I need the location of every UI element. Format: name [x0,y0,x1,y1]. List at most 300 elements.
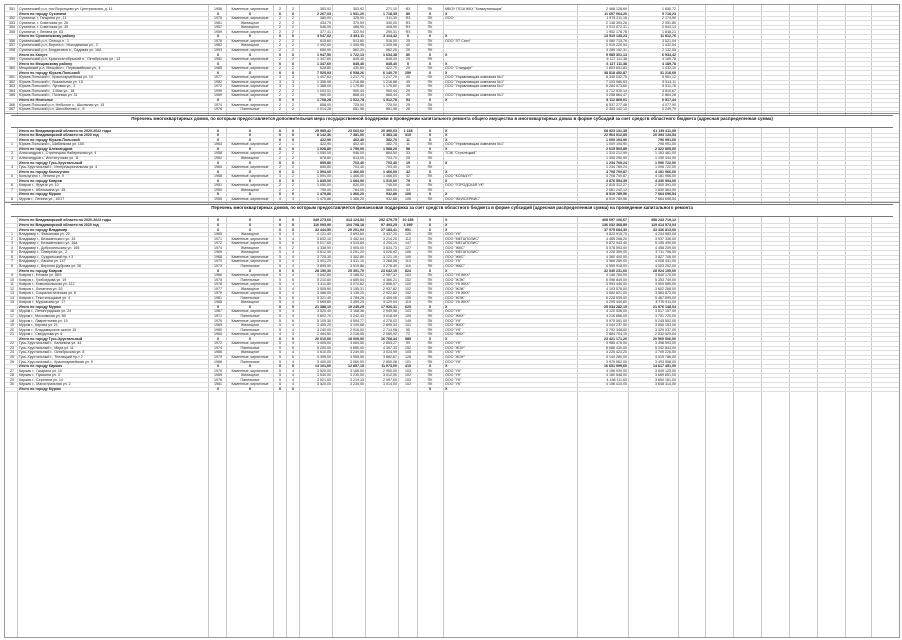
cell-mgmt: ООО "УК" [445,309,462,314]
cell-n: 361 [9,75,15,80]
cell-sum: 1 009 194,90 [606,142,627,147]
cell-reg: ПК [427,250,433,255]
cell-org: 110 [405,300,411,305]
cell-area: 650,90 [320,47,331,52]
cell-wall: Жилищное [240,187,260,192]
cell-org: 410 [405,364,411,369]
cell-area2: 303,92 [353,7,364,11]
cell-area2: 3 109,68 [350,323,364,328]
cell-cost: 2 500 391,00 [655,183,676,188]
cell-area: 32 444,50 [315,227,331,232]
cell-ent: X [291,386,295,391]
cell-res: 422,70 [386,66,397,71]
cell-ent: 6 [292,277,294,282]
cell-area2: 29 201,04 [348,227,364,232]
cell-mgmt: ООО "ЖКС" [445,263,465,268]
cell-addr: Сухиничский р-н, Ворота п., Молодежная ул., 3 [19,43,98,48]
cell-area2: 23 663,62 [348,128,364,133]
cell-reg: X [428,61,432,66]
cell-cost: 1 432,54 [662,43,676,48]
cell-addr: Ковров г., Комсомольская ул. 112 [19,282,75,287]
cell-n: 358 [9,47,15,52]
cell-ent: 4 [292,359,294,364]
cell-fl: 5 [279,295,281,300]
cell-addr: Владимир г., Северная ул., 2 [19,250,68,255]
cell-cost: 1 159 344,00 [655,155,676,160]
cell-year: 1974 [214,345,222,350]
cell-org: 106 [405,250,411,255]
cell-org: 45 [406,79,410,84]
cell-reg: ПК [427,354,433,359]
cell-res: 1 305,96 [383,43,397,48]
cell-wall: Жилищное [240,245,260,250]
cell-addr: Муром г., Ленинградская ул. 24 [19,309,72,314]
cell-area2: 3 249,00 [350,350,364,355]
cell-fl: 5 [279,291,281,296]
cell-addr: Мещовский р-н, Мещовск г., Первомайская ул., 4 [19,66,101,71]
cell-cost: 3 711 796,00 [655,250,676,255]
cell-fl: 2 [279,20,281,25]
cell-res: 17 926,31 [381,304,397,309]
cell-mgmt: ООО "УК" [445,232,462,237]
cell-sum: 136 032 368,89 [602,223,627,227]
cell-res: 562,20 [386,47,397,52]
cell-addr: Гусь-Хрустальный г., Мира ул. 11 [19,345,74,350]
cell-area: 615,60 [320,38,331,43]
cell-org: 100 [405,282,411,287]
cell-ent: 3 [292,332,294,337]
cell-reg: ПК [427,38,433,43]
cell-res: 11 973,00 [381,364,397,369]
cell-wall: Каменные, кирпичные [231,16,269,21]
cell-wall: Жилищное [240,155,260,160]
cell-reg: ПК [427,373,433,378]
cell-res: 745,00 [386,183,397,188]
cell-reg: ПК [427,232,433,237]
cell-fl: 5 [279,318,281,323]
cell-ent: 1 [292,142,294,147]
cell-year: X [216,364,220,369]
cell-reg: ПК [427,241,433,246]
subtotal-row [5,387,899,392]
cell-ent: 2 [292,66,294,71]
cell-year: 1957 [214,25,222,30]
cell-fl: 2 [279,25,281,30]
cell-ent: 2 [292,102,294,107]
cell-area2: 1 217,70 [350,75,364,80]
cell-wall: Каменные, кирпичные [231,291,269,296]
cell-year: 1970 [214,259,222,264]
cell-area2: 764,00 [353,187,364,192]
cell-area: 1 492,60 [317,43,331,48]
cell-area2: 314 124,54 [346,218,364,223]
cell-ent: X [291,169,295,174]
cell-area: 1 043,01 [317,88,331,93]
cell-res: 311,30 [386,16,397,21]
cell-wall: X [248,386,252,391]
cell-cost: 2 174,90 [662,16,676,21]
cell-addr: Итого по Владимирской области по 2020-2022 годы [19,128,112,133]
cell-org: X [406,61,410,66]
cell-area2: 3 955,50 [350,354,364,359]
cell-addr: Владимир г., Безыменского ул. 16а [19,241,78,246]
cell-addr: Юрьев-Польский г., 1-Мая ул., 18 [19,88,75,93]
cell-fl: 9 [279,245,281,250]
cell-fl: X [278,146,282,151]
cell-fl: 2 [279,88,281,93]
cell-fl: X [278,169,282,174]
cell-area2: 25 391,70 [348,268,364,273]
cell-area: 3 612,50 [317,250,331,255]
cell-cost: 6 517,44 [662,98,676,102]
cell-year: 1965 [214,232,222,237]
cell-reg: ПК [427,295,433,300]
cell-year: 1968 [214,174,222,179]
cell-cost: 5 155 490,00 [655,241,676,246]
cell-year: 1972 [214,341,222,346]
cell-addr: Итого по городу Александров [19,146,73,151]
cell-wall: X [248,364,252,369]
cell-year: 1958 [214,7,222,11]
cell-fl: 5 [279,373,281,378]
cell-wall: Каменные, кирпичные [231,196,269,201]
cell-cost: 2 532 529,04 [655,332,676,337]
cell-org: 951 [405,227,411,232]
cell-year: 1970 [214,368,222,373]
cell-fl: X [278,160,282,165]
cell-n: 11 [10,282,14,287]
cell-n: 354 [9,25,15,30]
cell-reg: ПК [427,29,433,34]
cell-sum: 5 078 593,00 [606,245,627,250]
cell-cost: 3 770 911,00 [655,300,676,305]
cell-area: 3 542,80 [317,273,331,278]
cell-addr: Владимир г., Верхняя Дуброва ул. 36 [19,263,82,268]
cell-year: X [216,304,220,309]
cell-area: 1 947,50 [317,52,331,57]
cell-mgmt: ООО "ЖЭУ" [445,354,466,359]
cell-area: 3 455,20 [317,323,331,328]
cell-ent: 2 [292,47,294,52]
cell-wall: Каменные, кирпичные [231,259,269,264]
cell-ent: 3 [292,79,294,84]
cell-org: 29 [406,93,410,98]
cell-mgmt: ООО "Стандарт" [445,66,473,71]
cell-mgmt: ООО "ЖКХ" [445,332,465,337]
cell-area2: 1 466,00 [350,169,364,174]
cell-sum: 3 993 446,00 [606,282,627,287]
cell-sum: 4 044 237,00 [606,323,627,328]
cell-cost: 3 521,04 [662,38,676,43]
cell-ent: X [291,178,295,183]
cell-area2: 3 168,00 [350,368,364,373]
cell-area2: 4 680,00 [350,345,364,350]
cell-ent: X [291,146,295,151]
cell-area: 3 520,00 [317,382,331,387]
cell-res: 2 069,92 [383,332,397,337]
cell-area2: 3 060,00 [350,359,364,364]
cell-fl: 5 [279,273,281,278]
cell-area2: 3 235,00 [350,382,364,387]
cell-addr: Итого по Владимирской области по 2020-2022 годы [19,218,112,223]
cell-addr: Юрьев-Польский г., Красноармейская ул. 14 [19,75,93,80]
cell-addr: Итого по Владимирской области на 2020 год [19,223,99,227]
cell-area2: 3 693,60 [350,232,364,237]
cell-ent: 2 [292,93,294,98]
cell-ent: 4 [292,259,294,264]
cell-year: 1955 [214,196,222,201]
cell-wall: Каменные, кирпичные [231,368,269,373]
cell-org: 19 [406,160,410,165]
cell-ent: 2 [292,165,294,170]
cell-mgmt: ООО "КОЛЬЧУГ" [445,174,473,179]
cell-addr: Итого по городу Гусь-Хрустальный [19,336,83,341]
cell-reg: ПК [427,359,433,364]
cell-org: 33 [406,187,410,192]
cell-reg: ПК [427,318,433,323]
cell-area: 28 150,30 [315,268,331,273]
cell-sum: 4 360 400,00 [606,254,627,259]
cell-reg: ПК [427,43,433,48]
cell-res: 1 179,80 [383,84,397,89]
cell-sum: 4 103 576,00 [606,286,627,291]
cell-year: 1967 [214,309,222,314]
cell-addr: Гусь-Хрустальный г., Октябрьская ул. 8 [19,350,85,355]
cell-ent: X [291,364,295,369]
cell-ent: 6 [292,354,294,359]
cell-reg: X [428,386,432,391]
cell-addr: Сухиничский р-н, пос Воронцово ул. Центральная, д. 11 [19,7,113,11]
cell-addr: Сухиничи, г. Гагарина ул., 11 [19,16,67,21]
cell-sum: 4 082 621,00 [606,291,627,296]
cell-sum: 3 985 476,00 [606,341,627,346]
cell-res: 884,50 [386,151,397,156]
cell-mgmt: ООО "УК ЖКХ" [445,291,471,296]
cell-sum: 1 952 178,76 [606,29,627,34]
cell-fl: X [278,336,282,341]
cell-addr: Ковров г., Лопатина ул. 53 [19,286,63,291]
cell-area2: 1 759,00 [350,146,364,151]
cell-ent: 6 [292,295,294,300]
cell-year: X [216,178,220,183]
cell-area: 3 400,00 [317,359,331,364]
cell-ent: 2 [292,38,294,43]
cell-reg: ПК [427,309,433,314]
cell-n: 17 [10,314,14,318]
cell-reg: ПК [427,236,433,241]
cell-area: 20 010,00 [315,336,331,341]
cell-mgmt: X [445,128,448,133]
cell-res: 2 895,34 [383,323,397,328]
cell-area: 3 047,02 [317,34,331,39]
cell-mgmt: МБОУ ПСШ ЖКХ "Коммунальщик" [445,7,503,11]
cell-sum: 7 103 980,63 [606,79,627,84]
cell-wall: Каменные, кирпичные [231,151,269,156]
cell-sum: 4 485 266,20 [606,236,627,241]
cell-cost: 3 650 161,00 [655,377,676,382]
cell-reg: ПК [427,183,433,188]
cell-area: 434,79 [320,20,331,25]
cell-mgmt: ООО "УК ЖКХ" [445,282,471,287]
cell-n: 3 [11,155,13,160]
cell-year: 1965 [214,373,222,378]
cell-mgmt: ООО "УК ЖКХ" [445,273,471,278]
cell-reg: ПК [427,66,433,71]
cell-n: 30 [10,382,14,387]
cell-addr: Муром г., Ленина ул., 15/17 [19,196,65,201]
cell-year: X [216,34,220,39]
cell-wall: Панельные [240,107,260,112]
cell-wall: Панельные [240,277,260,282]
cell-year: 1993 [214,47,222,52]
cell-cost: 3 649 125,00 [655,368,676,373]
cell-year: 1977 [214,286,222,291]
cell-n: 8 [11,263,13,268]
cell-org: Ф3 [405,16,411,21]
cell-res: 2 922,82 [383,291,397,296]
cell-cost: 7 664 696,54 [655,196,676,201]
cell-reg: ПК [427,84,433,89]
cell-addr: Юрьев-Польский г., Шибанкова ул. 100 [19,142,84,147]
cell-ent: 4 [292,273,294,278]
cell-mgmt: X [445,70,448,75]
cell-area2: 1 216,88 [350,79,364,84]
cell-area: 5 017,60 [317,241,331,246]
cell-reg: X [428,70,432,75]
cell-area2: 402,40 [353,142,364,147]
cell-mgmt: X [445,364,448,369]
cell-fl: 2 [279,165,281,170]
cell-area2: 845,40 [353,61,364,66]
cell-wall: Каменные, кирпичные [231,88,269,93]
cell-fl: 5 [279,382,281,387]
cell-cost: 3 505 589,00 [655,282,676,287]
cell-res: 2 967,37 [383,273,397,278]
cell-area2: 402,40 [353,137,364,142]
cell-fl: 3 [279,75,281,80]
cell-cost: 4 515 786,00 [655,354,676,359]
cell-addr: Александров г., Стрелецкая Набережная ул. 4 [19,151,97,156]
cell-sum: 8 112 869,01 [606,98,627,102]
cell-wall: Каменные, кирпичные [231,79,269,84]
cell-n: 2 [11,236,13,241]
cell-res: 2 858,97 [383,282,397,287]
cell-mgmt: ООО "МЕГАПОЛИС" [445,250,480,255]
cell-addr: Итого по городу Ковров [19,178,63,183]
cell-year: X [216,218,220,223]
cell-wall: Каменные, кирпичные [231,93,269,98]
cell-year: 1976 [214,377,222,382]
cell-org: 103 [405,377,411,382]
cell-wall: X [248,128,252,133]
cell-fl: 5 [279,354,281,359]
cell-fl: 2 [279,29,281,34]
cell-reg: ПК [427,254,433,259]
cell-wall: X [248,34,252,39]
cell-sum: 8 519 789,56 [606,196,627,201]
cell-org: 29 [406,88,410,93]
cell-area: 3 411,80 [317,282,331,287]
cell-res: 20 390,03 [381,128,397,133]
cell-wall: Жилищное [240,300,260,305]
cell-addr: Ковров г., Абельмана ул. 45 [19,187,66,192]
cell-area2: 3 139,20 [350,291,364,296]
cell-area: 3 488,00 [317,291,331,296]
cell-org: 25 [406,66,410,71]
cell-addr: Итого по городу Муром [19,386,61,391]
cell-year: X [216,98,220,102]
cell-org: 259 [405,70,411,75]
cell-area2: 322,94 [353,29,364,34]
cell-sum: 4 708 700,87 [606,174,627,179]
cell-ent: 4 [292,232,294,237]
cell-mgmt: ООО "ЛТ Сити" [445,38,471,43]
cell-addr: Гусь-Хрустальный г., Красноармейская ул. 9 [19,359,93,364]
cell-fl: 2 [279,151,281,156]
cell-year: 1978 [214,107,222,112]
cell-org: Ф3 [405,25,411,30]
cell-reg: X [428,304,432,309]
cell-fl: 5 [279,241,281,246]
cell-mgmt: X [445,11,448,16]
cell-cost: 3 810,67 [662,88,676,93]
cell-n: 14 [10,295,14,300]
cell-year: 1985 [214,66,222,71]
cell-ent: 4 [292,236,294,241]
cell-cost: 4 181 966,00 [655,174,676,179]
cell-sum: 11 657 064,20 [604,11,627,16]
cell-addr: Ковров г., Текстильщиков ул. 4 [19,295,71,300]
cell-org: 79 [406,178,410,183]
cell-fl: X [278,70,282,75]
cell-year: 1971 [214,314,222,318]
table-row [5,107,899,112]
cell-n: 7 [11,259,13,264]
cell-area: 380,00 [320,16,331,21]
cell-addr: Гусь-Хрустальный г., Интернациональная ул. 4 [19,165,98,170]
cell-reg: X [428,268,432,273]
cell-area: 5 321,40 [317,295,331,300]
cell-area2: 1 305,96 [350,43,364,48]
cell-area2: 900,44 [353,88,364,93]
cell-fl: 2 [279,93,281,98]
cell-addr: Итого по городу Юрьев-Польский [19,70,80,75]
cell-reg: ПК [427,142,433,147]
cell-sum: 4 295 440,60 [606,300,627,305]
cell-reg: ПК [427,263,433,268]
section-rule [5,202,899,203]
cell-fl: X [278,192,282,197]
cell-year: 1968 [214,359,222,364]
cell-addr: Сухиничский р-н, Краснооктябрьский п., Октябрьская ул., 13 [19,57,121,62]
cell-ent: 2 [292,107,294,112]
cell-year: 1966 [214,273,222,278]
cell-fl: 5 [279,327,281,332]
cell-ent: X [291,227,295,232]
cell-reg: X [428,146,432,151]
cell-ent: 2 [292,16,294,21]
cell-res: 408,90 [386,25,397,30]
cell-ent: X [291,192,295,197]
cell-year: 1972 [214,84,222,89]
cell-cost: 5 467 595,00 [655,295,676,300]
cell-cost: 2 864,28 [662,93,676,98]
cell-cost: 9 718,23 [662,11,676,16]
cell-n: 351 [9,7,15,11]
cell-sum: 1 009 194,90 [606,137,627,142]
cell-sum: 2 915 220,54 [606,43,627,48]
cell-cost: 1 650,72 [662,7,676,11]
